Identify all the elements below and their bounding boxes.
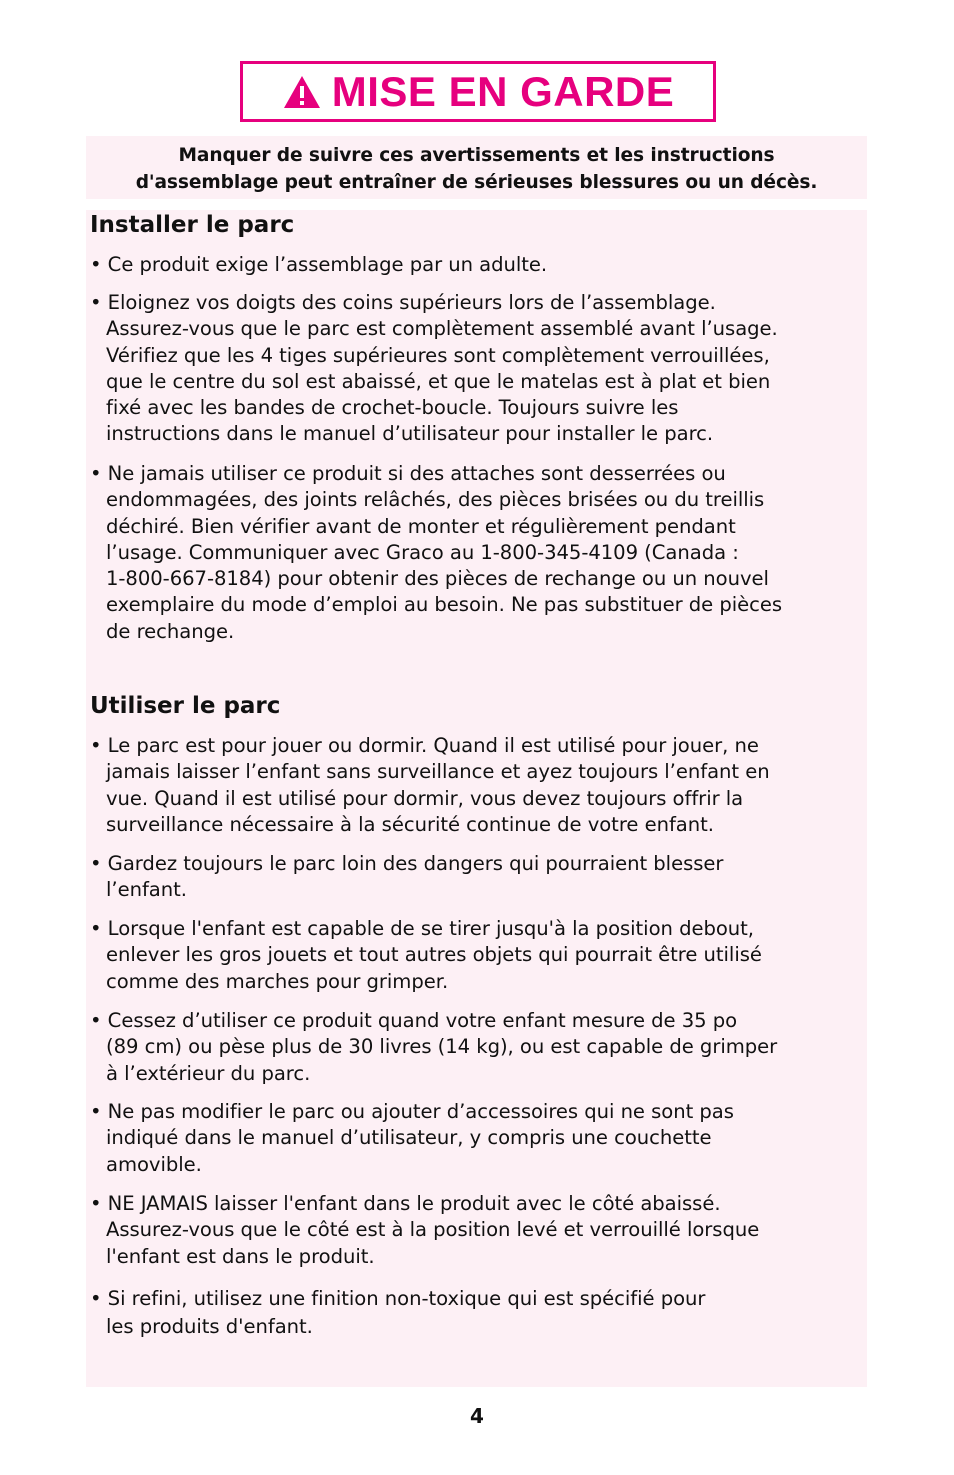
list-item-line: à l’extérieur du parc. — [106, 1061, 311, 1085]
list-item-line: enlever les gros jouets et tout autres objets qui pourrait être utilisé — [106, 943, 762, 967]
list-item-line: vue. Quand il est utilisé pour dormir, vous devez toujours offrir la — [106, 786, 744, 810]
list-item-line: comme des marches pour grimper. — [106, 969, 449, 993]
list-item — [90, 1008, 860, 1087]
banner-title: MISE EN GARDE — [331, 67, 675, 115]
list-item-line: • Lorsque l'enfant est capable de se tirer jusqu'à la position debout, — [90, 917, 754, 940]
list-item-line: • Ne pas modifier le parc ou ajouter d’accessoires qui ne sont pas — [90, 1100, 734, 1123]
list-item-line: déchiré. Bien vérifier avant de monter et régulièrement pendant — [106, 514, 736, 538]
list-item — [90, 252, 860, 278]
list-item — [90, 851, 860, 904]
list-item-line: les produits d'enfant. — [106, 1315, 313, 1338]
list-item-line: endommagées, des joints relâchés, des pièces brisées ou du treillis — [106, 488, 765, 512]
warning-triangle-icon — [282, 74, 322, 110]
page-number: 4 — [470, 1404, 484, 1428]
list-item-line: instructions dans le manuel d’utilisateur pour installer le parc. — [106, 422, 714, 446]
list-item — [90, 1191, 860, 1270]
list-item — [90, 1099, 860, 1178]
list-item — [90, 461, 860, 645]
list-item-line: • Le parc est pour jouer ou dormir. Quand il est utilisé pour jouer, ne — [90, 734, 759, 757]
list-item — [90, 733, 860, 838]
list-item-line: que le centre du sol est abaissé, et que le matelas est à plat et bien — [106, 369, 771, 393]
list-item-line: • NE JAMAIS laisser l'enfant dans le produit avec le côté abaissé. — [90, 1192, 721, 1215]
list-item-line: • Gardez toujours le parc loin des dangers qui pourraient blesser — [90, 852, 724, 875]
list-item-line: Assurez-vous que le parc est complètement assemblé avant l’usage. — [106, 317, 778, 341]
section-title-installer: Installer le parc — [90, 212, 295, 238]
list-item-line: indiqué dans le manuel d’utilisateur, y compris une couchette — [106, 1126, 712, 1150]
list-item-line: l’enfant. — [106, 878, 187, 902]
list-item-line: • Si refini, utilisez une finition non-toxique qui est spécifié pour — [90, 1287, 706, 1310]
list-item-line: de rechange. — [106, 619, 235, 643]
list-item-line: amovible. — [106, 1152, 202, 1176]
list-item-line: surveillance nécessaire à la sécurité continue de votre enfant. — [106, 812, 714, 836]
section-title-utiliser: Utiliser le parc — [90, 693, 281, 719]
list-item-line: Assurez-vous que le côté est à la position levé et verrouillé lorsque — [106, 1218, 760, 1242]
warning-statement — [86, 142, 867, 196]
list-item-line: jamais laisser l’enfant sans surveillance et ayez toujours l’enfant en — [106, 760, 770, 784]
list-item-line: 1-800-667-8184) pour obtenir des pièces de rechange ou un nouvel — [106, 567, 769, 591]
panel-divider — [86, 199, 867, 210]
list-item-line: • Ce produit exige l’assemblage par un adulte. — [90, 253, 548, 276]
list-item-line: Vérifiez que les 4 tiges supérieures sont complètement verrouillées, — [106, 343, 770, 367]
list-item-line: exemplaire du mode d’emploi au besoin. Ne pas substituer de pièces — [106, 593, 783, 617]
list-item-line: fixé avec les bandes de crochet-boucle. Toujours suivre les — [106, 396, 679, 420]
list-item-line: l’usage. Communiquer avec Graco au 1-800-345-4109 (Canada : — [106, 540, 739, 564]
list-item-line: l'enfant est dans le produit. — [106, 1244, 375, 1268]
warning-line: d'assemblage peut entraîner de sérieuses blessures ou un décès. — [135, 172, 818, 193]
list-item-line: • Cessez d’utiliser ce produit quand votre enfant mesure de 35 po — [90, 1009, 738, 1032]
list-item — [90, 1285, 860, 1341]
list-item — [90, 916, 860, 995]
list-item-line: (89 cm) ou pèse plus de 30 livres (14 kg), ou est capable de grimper — [106, 1035, 778, 1059]
list-item — [90, 290, 860, 448]
warning-banner — [240, 61, 716, 122]
list-item-line: • Eloignez vos doigts des coins supérieurs lors de l’assemblage. — [90, 291, 716, 314]
list-item-line: • Ne jamais utiliser ce produit si des attaches sont desserrées ou — [90, 462, 726, 485]
warning-line: Manquer de suivre ces avertissements et les instructions — [178, 145, 775, 166]
